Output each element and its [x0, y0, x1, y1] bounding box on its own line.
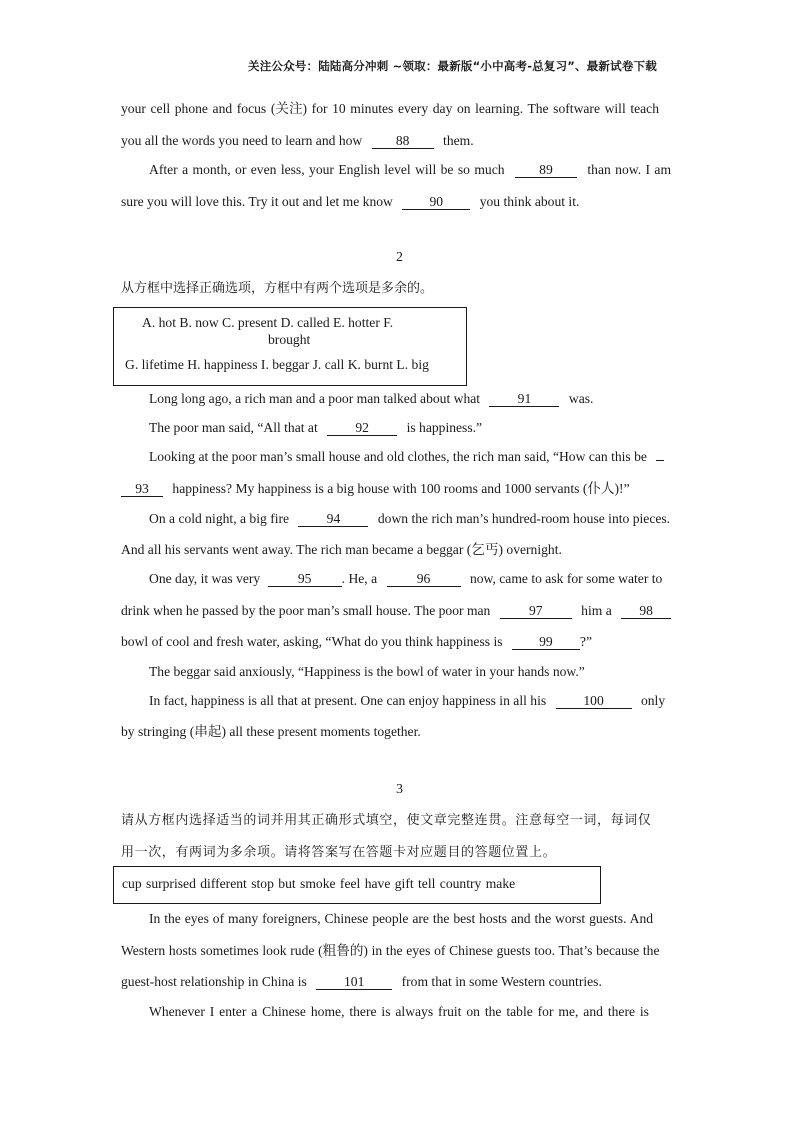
blank-93-start [656, 460, 664, 461]
blank-100[interactable]: 100 [556, 693, 632, 709]
text: them. [443, 133, 474, 148]
text: you think about it. [479, 194, 580, 209]
p2-line-10: The beggar said anxiously, “Happiness is the bowl of water in your hands now.” [149, 664, 585, 679]
text: is happiness.” [406, 420, 483, 435]
word-box-3 [113, 866, 601, 904]
text: than now. I am [587, 162, 672, 177]
p2-line-7 [149, 570, 662, 588]
text: One day, it was very [149, 571, 261, 586]
text: Looking at the poor man’s small house and old clothes, the rich man said, “How can this be [149, 449, 647, 464]
text: you all the words you need to learn and how [121, 133, 363, 148]
p3-line-3 [121, 973, 602, 991]
text: On a cold night, a big fire [149, 511, 290, 526]
blank-98[interactable]: 98 [621, 603, 671, 619]
section-2-instruction: 从方框中选择正确选项，方框中有两个选项是多余的。 [121, 281, 434, 296]
text: Long long ago, a rich man and a poor man talked about what [149, 391, 481, 406]
p2-line-8 [121, 602, 671, 620]
p2-line-2 [149, 419, 482, 437]
p1-line-2 [121, 132, 474, 150]
p3-line-4: Whenever I enter a Chinese home, there is always fruit on the table for me, and there is [149, 1004, 649, 1019]
word-box-row-1: A. hot B. now C. present D. called E. hotter F. [142, 315, 394, 330]
blank-92[interactable]: 92 [327, 420, 397, 436]
p1-line-3 [149, 161, 671, 179]
text: After a month, or even less, your English level will be so much [149, 162, 505, 177]
text: . He, a [341, 571, 378, 586]
p2-line-1 [149, 390, 593, 408]
blank-95[interactable]: 95 [268, 571, 342, 587]
blank-93[interactable]: 93 [121, 481, 163, 497]
text: sure you will love this. Try it out and let me know [121, 194, 393, 209]
text: him a [581, 603, 612, 618]
blank-90[interactable]: 90 [402, 194, 470, 210]
blank-99[interactable]: 99 [512, 634, 580, 650]
p2-line-6: And all his servants went away. The rich man became a beggar (乞丐) overnight. [121, 542, 562, 557]
page-header: 关注公众号：陆陆高分冲刺 ~领取：最新版“小中高考-总复习”、最新试卷下载 [248, 59, 657, 73]
word-box-row-1b: brought [268, 332, 311, 347]
p3-line-1: In the eyes of many foreigners, Chinese people are the best hosts and the worst guests. And [149, 911, 654, 926]
section-number-2: 2 [396, 250, 403, 265]
text: guest-host relationship in China is [121, 974, 307, 989]
blank-89[interactable]: 89 [515, 162, 577, 178]
p1-line-1: your cell phone and focus (关注) for 10 minutes every day on learning. The software will teach [121, 101, 659, 116]
blank-94[interactable]: 94 [298, 511, 368, 527]
blank-97[interactable]: 97 [500, 603, 572, 619]
text: ?” [579, 634, 592, 649]
word-box-row-2: G. lifetime H. happiness I. beggar J. call K. burnt L. big [125, 357, 429, 372]
blank-88[interactable]: 88 [372, 133, 434, 149]
text: now, came to ask for some water to [469, 571, 663, 586]
text: drink when he passed by the poor man’s small house. The poor man [121, 603, 491, 618]
blank-101[interactable]: 101 [316, 974, 392, 990]
text: was. [568, 391, 594, 406]
p1-line-4 [121, 193, 579, 211]
word-box-3-words: cup surprised different stop but smoke feel have gift tell country make [122, 876, 516, 891]
section-3-instruction-2: 用一次，有两词为多余项。请将答案写在答题卡对应题目的答题位置上。 [121, 845, 557, 860]
p3-line-2: Western hosts sometimes look rude (粗鲁的) in the eyes of Chinese guests too. That’s because the [121, 943, 660, 958]
p2-line-5 [149, 510, 670, 528]
text: happiness? My happiness is a big house with 100 rooms and 1000 servants (仆人)!” [172, 481, 630, 496]
text: bowl of cool and fresh water, asking, “What do you think happiness is [121, 634, 503, 649]
blank-96[interactable]: 96 [387, 571, 461, 587]
text: from that in some Western countries. [401, 974, 602, 989]
text: only [640, 693, 666, 708]
text: In fact, happiness is all that at present. One can enjoy happiness in all his [149, 693, 547, 708]
p2-line-11 [149, 692, 665, 710]
p2-line-12: by stringing (串起) all these present moments together. [121, 724, 421, 739]
text: The poor man said, “All that at [149, 420, 318, 435]
p2-line-9 [121, 633, 592, 651]
p2-line-3 [149, 448, 664, 466]
section-3-instruction-1: 请从方框内选择适当的词并用其正确形式填空，使文章完整连贯。注意每空一词，每词仅 [121, 813, 652, 828]
text: down the rich man’s hundred-room house into pieces. [377, 511, 671, 526]
word-box-2 [113, 307, 467, 386]
blank-91[interactable]: 91 [489, 391, 559, 407]
p2-line-4 [121, 480, 630, 498]
section-number-3: 3 [396, 782, 403, 797]
